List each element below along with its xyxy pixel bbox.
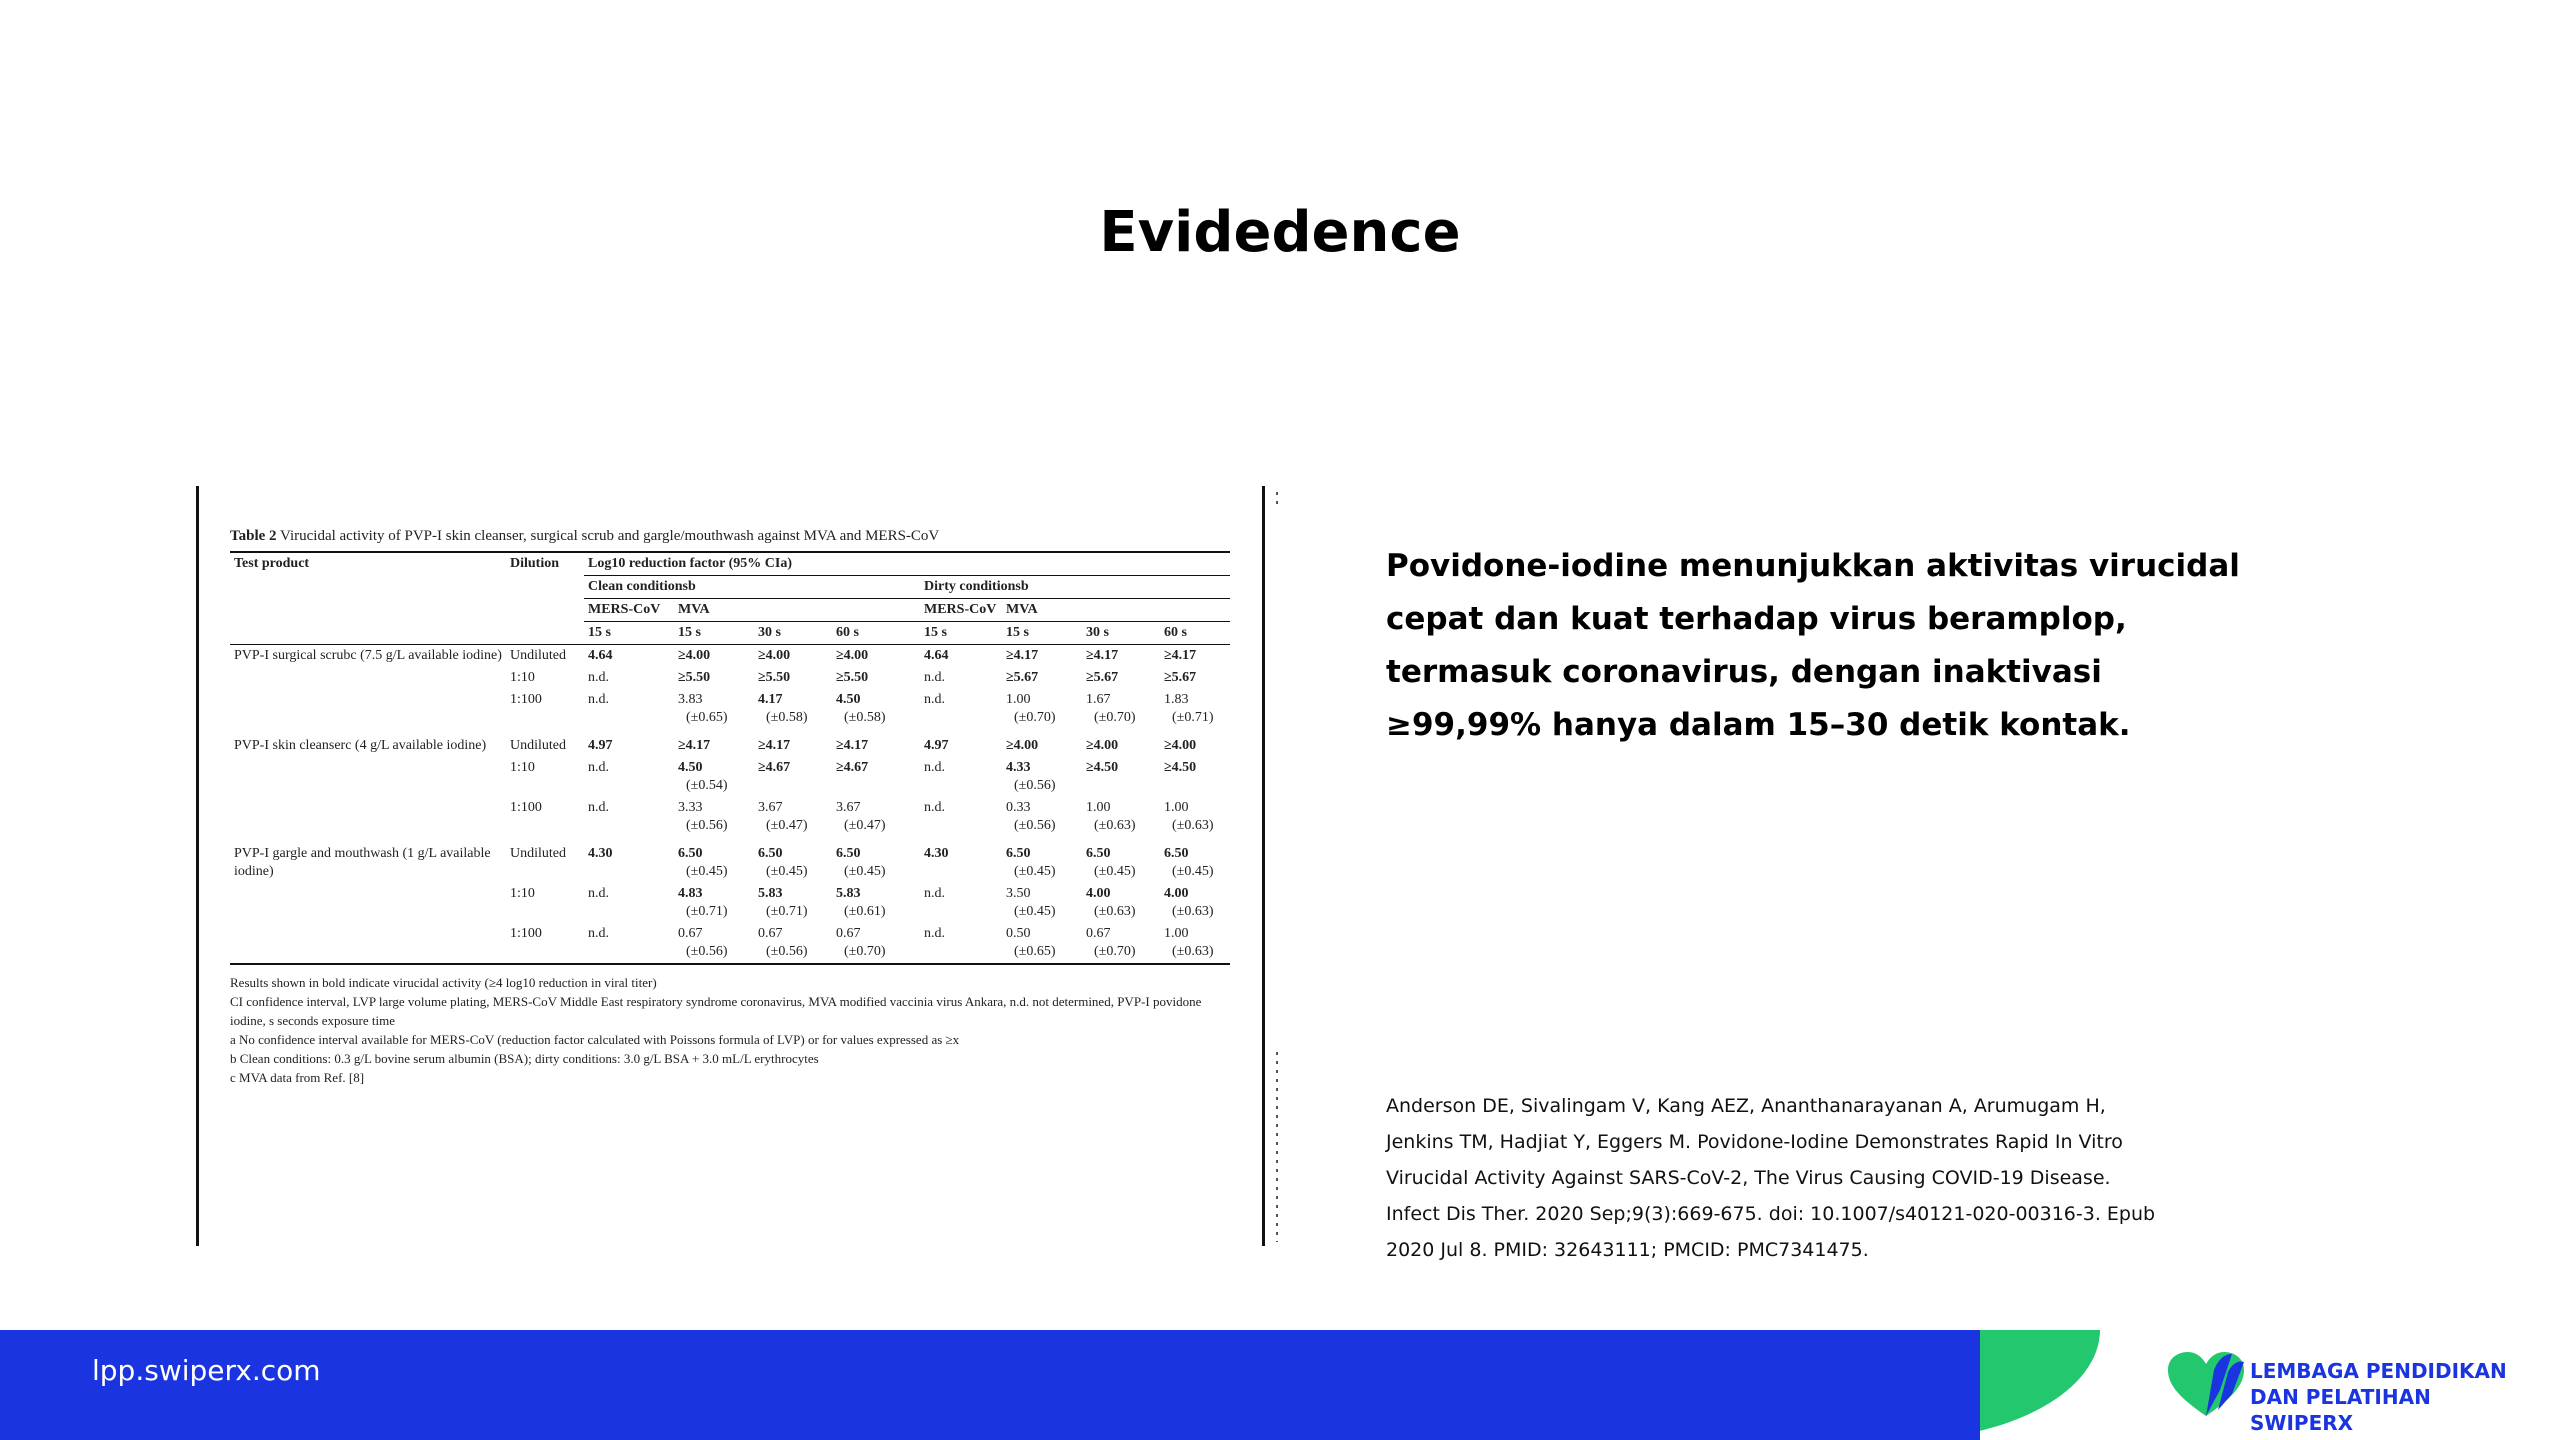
citation-line: Jenkins TM, Hadjiat Y, Eggers M. Povidone-Iodine Demonstrates Rapid In Vitro [1386,1131,2123,1153]
value-cell: 1.00 (±0.63) [1164,926,1214,959]
product-cell [230,883,506,923]
value-cell: 1.00 (±0.63) [1086,800,1136,833]
footer-url[interactable]: lpp.swiperx.com [92,1354,321,1387]
table-row [230,689,1230,735]
value-cell: 6.50 (±0.45) [836,846,886,879]
table-caption [230,528,1230,545]
value-cell: 4.97 [588,738,613,753]
value-cell: ≥4.00 [1006,738,1039,753]
value-cell: 5.83 (±0.61) [836,886,886,919]
value-cell: 1.67 (±0.70) [1086,692,1136,725]
logo-line-1: LEMBAGA PENDIDIKAN [2250,1359,2507,1383]
table-row [230,843,1230,883]
swiperx-logo [2166,1350,2526,1435]
product-cell [230,667,506,689]
product-cell: PVP-I gargle and mouthwash (1 g/L available iodine) [234,846,491,879]
header-dilution: Dilution [510,556,560,571]
product-cell [230,923,506,964]
product-cell: PVP-I surgical scrubc (7.5 g/L available iodine) [234,648,502,663]
value-cell: ≥4.17 [1086,648,1119,663]
value-cell: ≥4.50 [1164,760,1197,775]
value-cell: n.d. [588,886,609,901]
table-notes [230,973,1230,1087]
scan-left-border [196,486,199,1246]
value-cell: 4.50 (±0.58) [836,692,886,725]
value-cell: 3.33 (±0.56) [678,800,728,833]
header-clean: Clean conditionsb [584,576,912,599]
value-cell: ≥4.67 [836,760,869,775]
table-note: CI confidence interval, LVP large volume plating, MERS-CoV Middle East respiratory syndrome coronavirus, MVA modified vaccinia virus Ankara, n.d. not determined, PVP-I povidone iodine, s seconds exposure time [230,994,1202,1028]
value-cell: n.d. [588,800,609,815]
value-cell: n.d. [924,692,945,707]
value-cell: ≥4.50 [1086,760,1119,775]
dilution-cell: 1:10 [510,760,535,775]
value-cell: 3.83 (±0.65) [678,692,728,725]
product-cell [230,689,506,735]
value-cell: 4.00 (±0.63) [1086,886,1136,919]
scan-edge-marks [1276,1052,1278,1242]
header-time: 15 s [1002,622,1082,645]
value-cell: 4.83 (±0.71) [678,886,728,919]
table-image [196,486,1268,1246]
table-note: b Clean conditions: 0.3 g/L bovine serum albumin (BSA); dirty conditions: 3.0 g/L BSA + 3.0 mL/L erythrocytes [230,1051,819,1066]
value-cell: 0.67 (±0.56) [758,926,808,959]
citation-line: Anderson DE, Sivalingam V, Kang AEZ, Ananthanarayanan A, Arumugam H, [1386,1095,2106,1117]
citation-line: 2020 Jul 8. PMID: 32643111; PMCID: PMC7341475. [1386,1239,1869,1261]
citation-line: Virucidal Activity Against SARS-CoV-2, The Virus Causing COVID-19 Disease. [1386,1167,2111,1189]
product-cell [230,757,506,797]
value-cell: 6.50 (±0.45) [1006,846,1056,879]
value-cell: 4.50 (±0.54) [678,760,728,793]
value-cell: n.d. [924,926,945,941]
dilution-cell: 1:10 [510,670,535,685]
table-row [230,645,1230,668]
header-time: 30 s [1082,622,1160,645]
dilution-cell: Undiluted [510,738,566,753]
dilution-cell: 1:100 [510,692,542,707]
header-mva-clean: MVA [674,599,912,622]
value-cell: ≥4.00 [836,648,869,663]
dilution-cell: Undiluted [510,648,566,663]
dilution-cell: 1:10 [510,886,535,901]
header-mers-dirty: MERS-CoV [912,599,1002,622]
value-cell: 0.67 (±0.56) [678,926,728,959]
table-note: c MVA data from Ref. [8] [230,1070,365,1085]
header-mva-dirty: MVA [1002,599,1230,622]
value-cell: 0.50 (±0.65) [1006,926,1056,959]
value-cell: n.d. [924,760,945,775]
value-cell: 4.17 (±0.58) [758,692,808,725]
value-cell: ≥4.00 [1086,738,1119,753]
value-cell: 4.33 (±0.56) [1006,760,1056,793]
table-caption-label: Table 2 [230,528,277,544]
value-cell: ≥5.67 [1006,670,1039,685]
value-cell: 6.50 (±0.45) [758,846,808,879]
value-cell: 6.50 (±0.45) [1086,846,1136,879]
dilution-cell: 1:100 [510,800,542,815]
table-note: a No confidence interval available for MERS-CoV (reduction factor calculated with Poissons formula of LVP) or for values expressed as ≥x [230,1032,960,1047]
header-time: 15 s [912,622,1002,645]
value-cell: ≥5.50 [836,670,869,685]
table-note: Results shown in bold indicate virucidal activity (≥4 log10 reduction in viral titer) [230,975,657,990]
value-cell: 4.97 [924,738,949,753]
data-table [230,551,1230,965]
virucidal-table [230,528,1230,1087]
value-cell: ≥5.67 [1164,670,1197,685]
value-cell: ≥5.50 [758,670,791,685]
value-cell: n.d. [588,670,609,685]
header-test-product: Test product [234,556,310,571]
table-body [230,645,1230,965]
value-cell: 4.64 [924,648,949,663]
value-cell: n.d. [588,760,609,775]
table-row [230,667,1230,689]
header-time: 15 s [674,622,754,645]
value-cell: 1.00 (±0.70) [1006,692,1056,725]
product-cell: PVP-I skin cleanserc (4 g/L available iodine) [234,738,487,753]
value-cell: 4.64 [588,648,613,663]
value-cell: ≥4.00 [1164,738,1197,753]
header-time: 60 s [1160,622,1230,645]
value-cell: ≥4.17 [836,738,869,753]
scan-right-border [1262,486,1265,1246]
value-cell: ≥4.00 [758,648,791,663]
value-cell: ≥4.17 [678,738,711,753]
citation-line: Infect Dis Ther. 2020 Sep;9(3):669-675. doi: 10.1007/s40121-020-00316-3. Epub [1386,1203,2156,1225]
header-mers-clean: MERS-CoV [584,599,674,622]
table-row [230,757,1230,797]
dilution-cell: 1:100 [510,926,542,941]
table-row [230,923,1230,964]
value-cell: 3.67 (±0.47) [758,800,808,833]
value-cell: ≥5.67 [1086,670,1119,685]
value-cell: n.d. [588,926,609,941]
summary-text: Povidone-iodine menunjukkan aktivitas virucidal cepat dan kuat terhadap virus beramplop, termasuk coronavirus, dengan inaktivasi ≥99,99% hanya dalam 15–30 detik kontak. [1386,548,2240,743]
header-time: 15 s [584,622,674,645]
value-cell: n.d. [924,800,945,815]
dilution-cell: Undiluted [510,846,566,861]
value-cell: 5.83 (±0.71) [758,886,808,919]
value-cell: 6.50 (±0.45) [1164,846,1214,879]
table-row [230,797,1230,843]
header-time: 60 s [832,622,912,645]
value-cell: n.d. [588,692,609,707]
value-cell: ≥4.17 [1164,648,1197,663]
table-caption-text: Virucidal activity of PVP-I skin cleanser, surgical scrub and gargle/mouthwash against MVA and MERS-CoV [280,528,940,544]
value-cell: 1.00 (±0.63) [1164,800,1214,833]
value-cell: n.d. [924,670,945,685]
value-cell: ≥4.17 [1006,648,1039,663]
logo-line-2: DAN PELATIHAN SWIPERX [2250,1385,2431,1435]
header-time: 30 s [754,622,832,645]
value-cell: 0.67 (±0.70) [1086,926,1136,959]
heart-logo-icon [2166,1350,2246,1420]
value-cell: n.d. [924,886,945,901]
value-cell: 6.50 (±0.45) [678,846,728,879]
header-dirty: Dirty conditionsb [912,576,1230,599]
value-cell: 4.30 [588,846,613,861]
value-cell: ≥4.00 [678,648,711,663]
scan-edge-marks [1276,492,1278,506]
value-cell: 1.83 (±0.71) [1164,692,1214,725]
value-cell: 3.50 (±0.45) [1006,886,1056,919]
header-log-reduction: Log10 reduction factor (95% CIa) [584,552,1230,576]
value-cell: 4.00 (±0.63) [1164,886,1214,919]
slide-title: Evidedence [1099,200,1461,265]
value-cell: 0.33 (±0.56) [1006,800,1056,833]
value-cell: 0.67 (±0.70) [836,926,886,959]
table-row [230,883,1230,923]
value-cell: ≥5.50 [678,670,711,685]
value-cell: 4.30 [924,846,949,861]
table-row [230,735,1230,757]
value-cell: ≥4.17 [758,738,791,753]
value-cell: ≥4.67 [758,760,791,775]
product-cell [230,797,506,843]
citation [1386,1088,2186,1268]
value-cell: 3.67 (±0.47) [836,800,886,833]
